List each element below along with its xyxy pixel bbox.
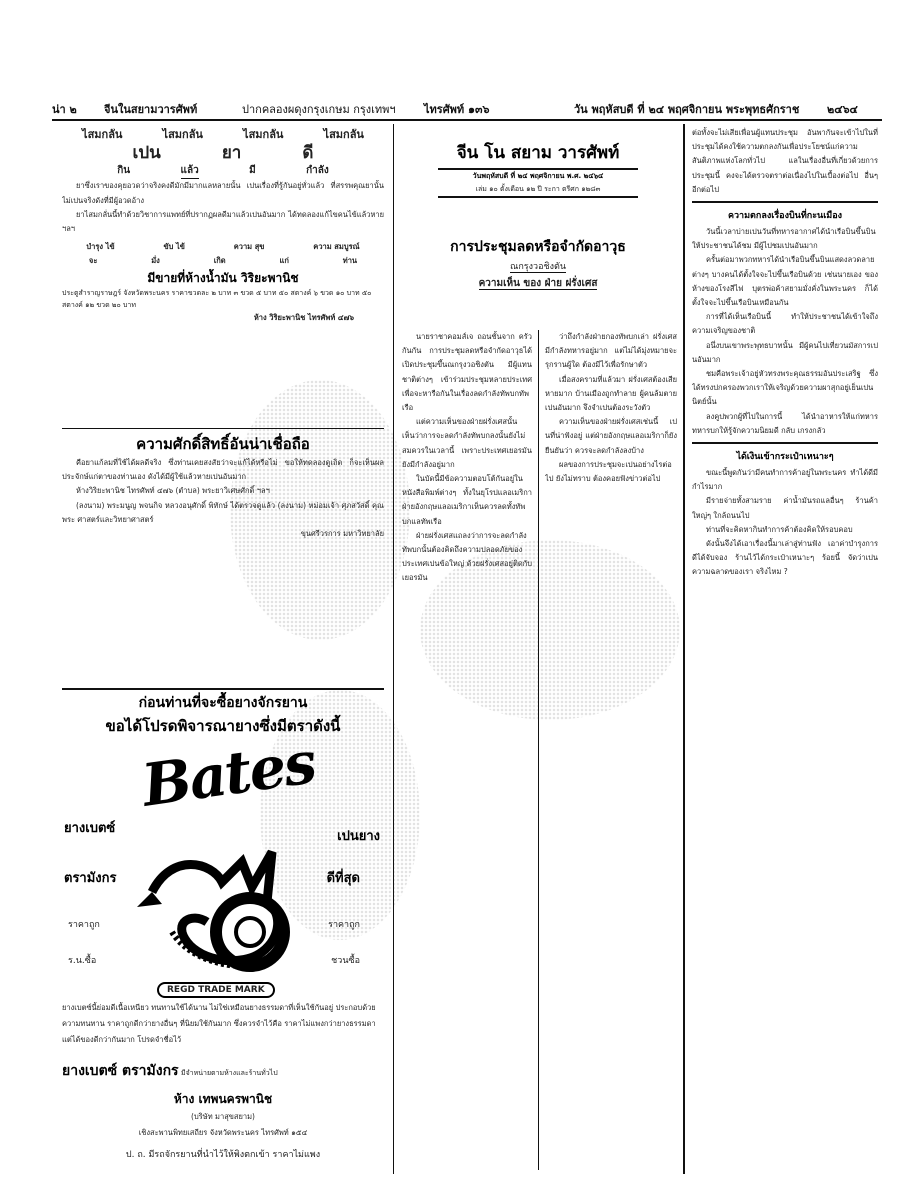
office-address: ปากคลองผดุงกรุงเกษม กรุงเทพฯ [242,103,396,116]
ad-word: แล้ว [181,164,199,179]
ad-headline [62,142,384,164]
section-rule [692,201,878,203]
article-paragraph: อนึ่งบนเขาพระพุทธบาทนั้น มีผู้คนไปเที่ยวนมัสการเปนอันมาก [692,340,878,364]
ad-product-line [62,1064,384,1080]
ad-word: ไสมกลั่น [323,128,364,141]
ad-product-tail: มีจำหน่ายตามห้างและร้านทั่วไป [180,1069,278,1077]
section-title: ความตกลงเรื่องบินที่กะนเมือง [727,211,843,222]
ad-body: ยาซึ่งเราของคุยอวดว่าจริงคงดีมักมีมากแลหลายนั้น เปนเรื่องที่รู้กันอยู่ทั่วแล้ว ที่สรรพคุณยานั้นไม่เปนจริงดังที่มีผู้อวดอ้าง [62,181,384,205]
ad-label-right: ราคาถูก [328,920,360,930]
page-header [52,96,882,118]
page-number: น่า ๒ [52,103,77,116]
article-paragraph: ดังนั้นจึงได้เอาเรื่องนี้มาเล่าสู่ท่านฟัง เอาค่าบำรุงการ ดีได้จับจอง ร้านไว้ได้กระเป๋าเหนาะๆ ร้อยนี้ จัดว่าเปนความฉลาดของเรา จริงไหม ? [692,539,878,577]
article-paragraph: ชมคือพระเจ้าอยู่หัวทรงพระคุณธรรมอันประเสริฐ ซึ่งได้ทรงปกครองพวกเราให้เจริญด้วยความผาสุกอยู่เย็นเปนนิตย์นั้น [692,369,878,407]
ad-label-right: เปนยาง [337,829,380,844]
ad-address: เชิงสะพานพิทยเสถียร จังหวัดพระนคร ไทรศัพท์ ๑๕๔ [138,1128,308,1137]
article-paragraph: มีรายจ่ายทั้งสามราย ค่าน้ำมันรถแลอื่นๆ ร้านค้าใหญ่ๆ ใกล้ถนนไป [692,496,878,520]
ad-word: ไสมกลั่น [243,128,284,141]
center-article-heading [402,235,674,325]
ad-top-line [62,128,384,142]
issue-year: ๒๔๖๔ [827,103,858,116]
header-rule [52,119,882,121]
article-title: ความศักดิ์สิทธิ์อันน่าเชื่อถือ [136,435,310,453]
ad-label-right: ดีที่สุด [326,871,360,886]
article-paragraph: ผลของการประชุมจะเปนอย่างไรต่อไป ยังไม่ทราบ ต้องคอยฟังข่าวต่อไป [545,459,672,484]
section-rule [692,442,878,444]
left-article [62,432,384,672]
ad-word: กิน [117,165,131,177]
article-paragraph: เมื่อสงครามที่แล้วมา ฝรั่งเศสต้องเสียหายมาก บ้านเมืองถูกทำลาย ผู้คนล้มตายเปนอันมาก จึงจำเปนต้องระวังตัว [545,374,677,413]
masthead-title: จีน โน สยาม วารศัพท์ [456,143,620,163]
right-column [692,126,878,1176]
ad-word: เปน [132,143,161,164]
article-paragraph: ความเห็นของฝ่ายฝรั่งเศสเช่นนี้ เปนที่น่าฟังอยู่ แต่ฝ่ายอังกฤษแลอเมริกาก็ยังยืนยันว่า ควรจะลดกำลังลงบ้าง [545,417,677,455]
masthead-rule [438,168,638,170]
ad-word: ไสมกลั่น [82,128,123,141]
article-paragraph: คือยาแก้ลมที่ใช้ได้ผลดีจริง ซึ่งท่านเคยสงสัยว่าจะแก้ได้หรือไม่ ขอให้ทดลองดูเถิด ก็จะเห็นผลประจักษ์แก่ตาของท่านเอง ดังได้มีผู้ใช้แล้วหายเปนอันมาก [62,458,384,482]
ad-word: แก่ [279,256,289,266]
ad-word: มั่ง [151,256,160,266]
article-paragraph: ท่านที่จะคิดหากินทำการค้าต้องคิดให้รอบคอบ [706,524,853,534]
ad-footer: ป. ถ. มีรถจักรยานที่นำไว้ให้พิงตกเข้า ราคาไม่แพง [125,1150,321,1160]
issue-date: วัน พฤหัสบดี ที่ ๒๔ พฤศจิกายน พระพุทธศักราช [574,103,800,116]
article-paragraph: วันนี้เวลาบ่ายเปนวันที่ทหารอากาศได้นำเรือบินขึ้นบินให้ประชาชนได้ชม มีผู้ไปชมเปนอันมาก [692,227,876,251]
article-title: การประชุมลดหรือจำกัดอาวุธ [450,239,626,255]
article-paragraph: ครั้นต่อมาพวกทหารได้นำเรือบินขึ้นบินแสดงลวดลายต่างๆ บางคนได้ตั้งใจจะไปขึ้นเรือบินด้วย เช่นนายเอง ของห้างของโรงสีไฟ บุตรพ่อค้าสยามมั่งคั่งในพระนคร ก็ได้ตั้งใจจะไปขึ้นเรือบินเหมือนกัน [692,255,878,308]
article-paragraph: ห้างวิริยะพานิช ไทรศัพท์ ๔๗๖ (ตำบล) พระยาวิเศษศักดิ์ ฯลฯ [76,486,270,496]
ad-label-left: ตรามังกร [64,871,117,886]
ad-word: จะ [88,256,98,266]
section-title: ได้เงินเข้ากระเป๋าเหนาะๆ [736,452,834,463]
ad-word: ไสมกลั่น [162,128,203,141]
ad-word: บำรุง ไข้ [86,242,115,252]
ad-word: ขับ ไข้ [163,242,185,252]
column-divider [538,330,539,1170]
ad-label-left: ราคาถูก [68,920,100,930]
article-paragraph: ขณะนี้พูดกันว่ามีคนทำการค้าอยู่ในพระนคร ทำได้ดีมีกำไรมาก [692,468,878,492]
article-paragraph: นายราชาคอมส์เจ ถอนชั้นจาก ครัวกันกัน การประชุมลดหรือจำกัดอาวุธได้เปิดประชุมขึ้นณกรุงวอชิงตัน มีผู้แทนชาติต่างๆ เข้าร่วมประชุมหลายประเทศ เพื่อจะหารือกันในเรื่องลดกำลังทัพบกทัพเรือ [402,332,532,413]
ad-body: ยาไสมกลั่นนี้ทำด้วยวิชาการแพทย์ที่ปรากฏผลดีมาแล้วเปนอันมาก ได้ทดลองแก้ไขคนไข้แล้วหาย ฯลฯ [62,209,384,234]
article-paragraph: ลงคูปพวกผู้ที่ไปในการนี้ ได้นำอาหารให้แก่ทหาร ทหารบกให้รู้จักความนิยมดี กลับ เกรงกลัว [692,411,878,435]
ad-price: ประตูสำราญราษฎร์ จังหวัดพระนคร ราคาขวดละ ๒ บาท ๓ ขวด ๕ บาท ๕๐ สตางค์ ๖ ขวด ๑๐ บาท ๕๐ สตางค์ ๑๒ ขวด ๒๐ บาท [62,288,372,309]
ad-footer: ห้าง วิริยะพานิช ไทรศัพท์ ๔๗๖ [253,312,354,322]
center-article-col-1 [402,330,532,1170]
article-paragraph: แต่ความเห็นของฝ่ายฝรั่งเศสนั้น เห็นว่าการจะลดกำลังทัพบกลงนั้นยังไม่สมควรในเวลานี้ เพราะประเทศเยอรมันยังมีกำลังอยู่มาก [402,417,532,469]
ad-word: ความ สมบูรณ์ [313,242,360,252]
dragon-tire-icon [132,842,312,977]
article-paragraph: ในบัดนี้มีข้อความตอบโต้กันอยู่ในหนังสือพิมพ์ต่างๆ ทั้งในยุโรปแลอเมริกา ฝ่ายอังกฤษแลอเมริกาเห็นควรลดทั้งทัพบกแลทัพเรือ [402,474,532,526]
masthead-rule [438,196,638,198]
ad-word: ความ สุข [233,242,265,252]
article-paragraph: ว่าถึงกำลังฝ่ายกองทัพบกเล่า ฝรั่งเศสมีกำลังทหารอยู่มาก แต่ไม่ได้มุ่งหมายจะรุกรานผู้ใด ต้องมีไว้เพื่อรักษาตัว [545,332,677,370]
article-byline: ความเห็น ของ ฝ่าย ฝรั่งเศส [478,278,598,289]
center-article-col-2 [545,330,677,1170]
paper-name: จีนในสยามวารศัพท์ [104,103,198,116]
ad-label-left: ร.น.ซื้อ [68,956,97,966]
ad-seller: มีขายที่ห้างน้ำมัน วิริยะพานิช [147,270,299,285]
article-paragraph: ฝ่ายฝรั่งเศสแถลงว่าการจะลดกำลังทัพบกนั้นต้องคิดถึงความปลอดภัยของประเทศเปนข้อใหญ่ ด้วยฝรั่งเศสอยู่ติดกับเยอรมัน [402,530,532,583]
ad-product: ยางเบตซ์ ตรามังกร [62,1063,179,1079]
column-divider [393,124,394,1174]
trademark-label: REGD TRADE MARK [157,982,275,998]
ad-company-sub: (บริษัท มาสุขสยาม) [191,1112,255,1121]
medicine-ad [62,128,384,428]
ad-heading-2: ขอได้โปรดพิจารณายางซึ่งมีตราดังนี้ [105,717,341,735]
ad-label-left: ยางเบตซ์ [64,821,116,836]
column-divider [683,124,685,1174]
ad-heading-1: ก่อนท่านที่จะซื้อยางจักรยาน [138,695,308,711]
section-rule [62,428,384,429]
center-masthead [402,128,674,228]
article-paragraph: (ลงนาม) พระมนูญ พจนกิจ หลวงอนุศักดิ์ พิทักษ์ ได้ตรวจดูแล้ว (ลงนาม) หม่อมเจ้า ศุภสวัสดิ์ คุณพระ ศาสตร์และวิทยาศาสตร์ [62,500,384,524]
ad-word: ท่าน [342,256,358,266]
ad-label-right: ชวนซื้อ [331,956,360,966]
bates-logo: Bates [138,728,319,820]
ad-word: ดี [302,143,314,164]
masthead-date: วันพฤหัสบดี ที่ ๒๔ พฤศจิกายน พ.ศ. ๒๔๖๔ [472,172,604,180]
ad-word: มี [249,165,256,177]
ad-word: เกิด [213,256,226,266]
ad-company: ห้าง เทพนครพานิช [173,1092,273,1106]
ad-word: กำลัง [306,165,329,177]
article-signature: ขุนศรีวรการ มหาวิทยาลัย [300,529,384,539]
ad-word: ยา [221,143,242,164]
article-paragraph: การที่ได้เห็นเรือบินนี้ ทำให้ประชาชนได้เข้าใจถึงความเจริญของชาติ [692,312,878,336]
ad-benefits-2 [62,254,384,268]
article-subtitle: ณกรุงวอชิงตัน [510,262,566,272]
ad-subline [62,164,384,179]
article-paragraph: ต่อทั้งจะไม่เสียเพื่อนผู้แทนประชุม อันพากันจะเข้าไปในที่ประชุมได้คงใช้ความตกลงกันเพื่อประโยชน์แก่ความสันติภาพแห่งโลกทั่วไป แลในเรื่องอื่นที่เกี่ยวด้วยการประชุมนี้ คงจะได้ตรวจตราต่อเนื่องไปในเบื้องต่อไป อื่นๆ อีกต่อไป [692,128,878,194]
bates-tire-ad [62,692,384,1172]
masthead-volume: เล่ม ๑๐ ตั้งเดือน ๑๒ ปี ระกา ตรีศก ๑๒๘๓ [475,185,601,193]
ad-body: ยางเบตซ์นี้ย่อมดีเนื้อเหนียว ทนทานใช้ได้นาน ไม่ใช่เหมือนยางธรรมดาที่เห็นใช้กันอยู่ ประกอบด้วยความทนทาน ราคาถูกดีกว่ายางอื่นๆ ที่นิยมใช้กันมาก ซึ่งควรจำไว้คือ ราคาไม่แพงกว่ายางธรรมดา แต่ได้ของดีกว่ากันมาก โปรดจำชื่อไว้ [62,1003,376,1044]
phone: ไทรศัพท์ ๑๓๖ [424,103,490,116]
section-rule [62,688,384,690]
ad-benefits-1 [62,240,384,254]
